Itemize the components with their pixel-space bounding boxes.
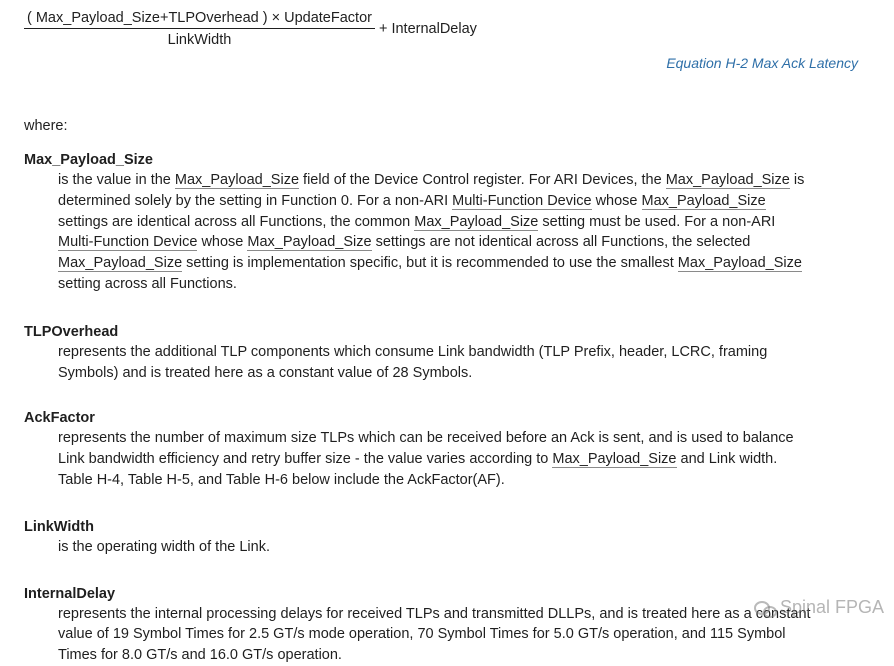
field-reference: Max_Payload_Size	[552, 451, 677, 468]
text-run: determined solely by the setting in Function 0. For a non-ARI	[58, 192, 453, 209]
text-run: settings are identical across all Functions, the common	[58, 213, 415, 230]
desc-line	[58, 232, 869, 253]
text-run: whose	[197, 234, 248, 251]
desc-line: Symbols) and is treated here as a constant value of 28 Symbols.	[58, 364, 473, 381]
desc-line: Table H-4, Table H-5, and Table H-6 below include the AckFactor(AF).	[58, 471, 505, 488]
formula-numerator: ( Max_Payload_Size+TLPOverhead ) × UpdateFactor	[24, 10, 375, 29]
term-tlp-overhead: TLPOverhead	[24, 323, 119, 340]
definition-link-width	[24, 518, 869, 558]
formula-plus-term: + InternalDelay	[378, 21, 477, 37]
term-reference: Multi-Function Device	[58, 234, 198, 251]
desc-line: represents the number of maximum size TLPs which can be received before an Ack is sent, and is used to balance	[58, 430, 794, 447]
definition-ack-factor	[24, 409, 869, 490]
term-reference: Multi-Function Device	[452, 192, 592, 209]
text-run: is the value in the	[58, 172, 175, 188]
formula-denominator: LinkWidth	[167, 32, 232, 48]
desc-line	[58, 170, 869, 191]
watermark-text: Spinal FPGA	[779, 597, 884, 617]
desc-link-width	[58, 537, 869, 558]
text-run: and Link width.	[676, 451, 778, 468]
text-run: Link bandwidth efficiency and retry buffer size - the value varies according to	[58, 451, 553, 468]
formula-fraction	[24, 10, 375, 48]
desc-internal-delay	[58, 604, 869, 666]
desc-line	[58, 253, 869, 274]
desc-line: represents the internal processing delays for received TLPs and transmitted DLLPs, and is treated here as a constant	[58, 605, 811, 622]
where-label: where:	[24, 118, 68, 134]
field-reference: Max_Payload_Size	[174, 172, 300, 188]
text-run: setting across all Functions.	[58, 275, 237, 292]
desc-line	[58, 212, 869, 233]
definition-internal-delay	[24, 585, 869, 666]
term-link-width: LinkWidth	[24, 518, 94, 535]
desc-line	[58, 191, 869, 212]
text-run: setting must be used. For a non-ARI	[538, 213, 776, 230]
field-reference: Max_Payload_Size	[247, 234, 372, 251]
text-run: field of the Device Control register. For ARI Devices, the	[299, 172, 666, 188]
desc-line: Times for 8.0 GT/s and 16.0 GT/s operation.	[58, 647, 342, 664]
desc-line: is the operating width of the Link.	[58, 538, 270, 555]
definitions-list	[24, 151, 869, 666]
definition-max-payload-size	[24, 151, 869, 295]
text-run: setting is implementation specific, but it is recommended to use the smallest	[182, 255, 678, 272]
equation-caption: Equation H-2 Max Ack Latency	[666, 55, 858, 71]
desc-max-payload-size	[58, 170, 869, 295]
text-run: whose	[591, 192, 642, 209]
desc-line	[58, 274, 869, 295]
desc-line	[58, 449, 869, 470]
term-internal-delay: InternalDelay	[24, 585, 116, 602]
text-run: is	[789, 172, 805, 188]
field-reference: Max_Payload_Size	[677, 255, 802, 272]
max-ack-latency-formula	[24, 10, 477, 48]
desc-line: represents the additional TLP components which consume Link bandwidth (TLP Prefix, header, LCRC, framing	[58, 343, 768, 360]
term-ack-factor: AckFactor	[24, 410, 95, 427]
field-reference: Max_Payload_Size	[414, 213, 539, 230]
field-reference: Max_Payload_Size	[641, 192, 766, 209]
desc-tlp-overhead	[58, 342, 869, 384]
chat-bubbles-icon	[754, 599, 776, 617]
text-run: settings are not identical across all Functions, the selected	[371, 234, 751, 251]
desc-line: value of 19 Symbol Times for 2.5 GT/s mode operation, 70 Symbol Times for 5.0 GT/s operation, and 115 Symbol	[58, 626, 786, 643]
field-reference: Max_Payload_Size	[665, 172, 790, 188]
watermark	[754, 597, 884, 618]
definition-tlp-overhead	[24, 323, 869, 384]
desc-ack-factor	[58, 428, 869, 490]
term-max-payload-size: Max_Payload_Size	[24, 152, 153, 168]
field-reference: Max_Payload_Size	[58, 255, 183, 272]
